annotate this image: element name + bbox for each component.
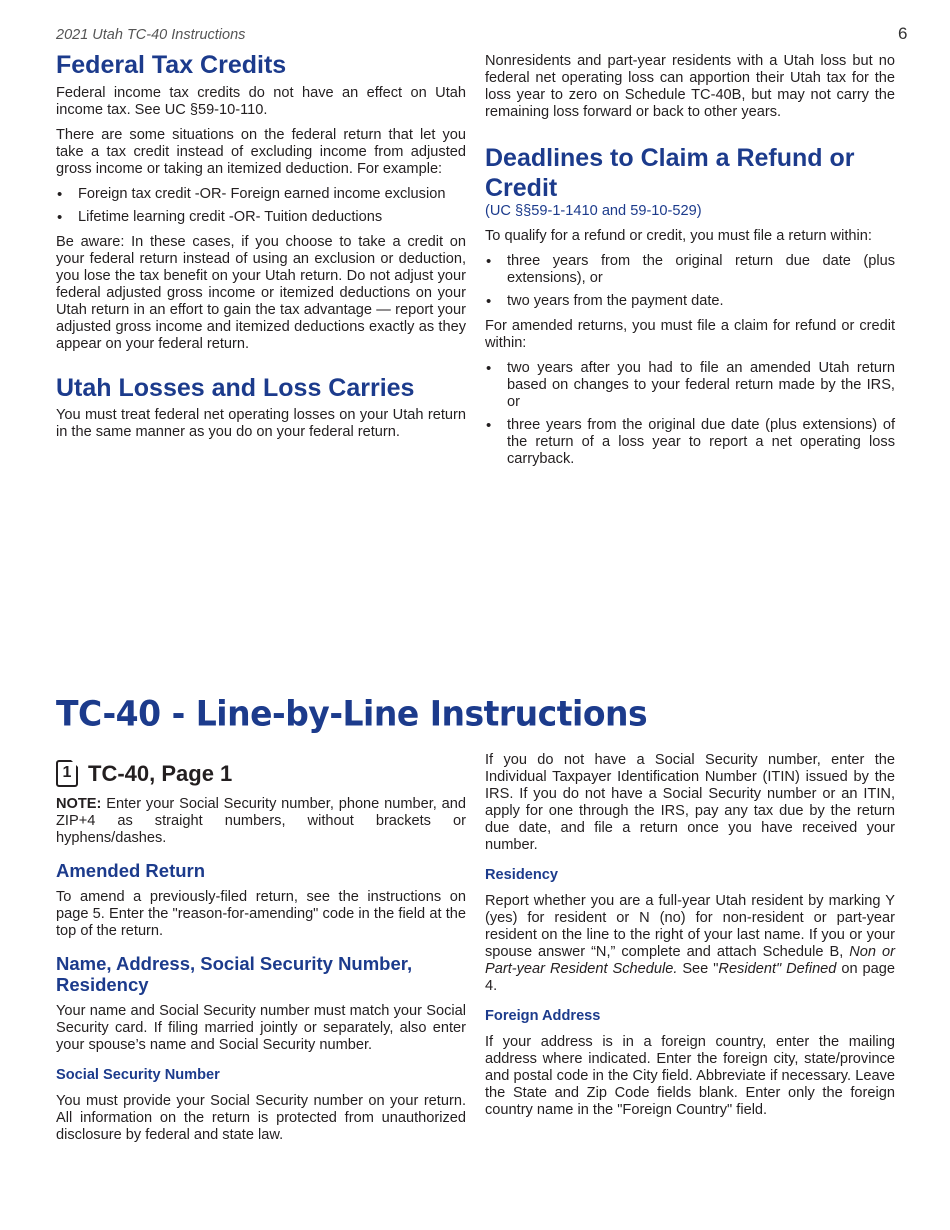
note-paragraph xyxy=(56,796,466,847)
note-text: Enter your Social Security number, phone number, and ZIP+4 as straight numbers, without brackets or hyphens/dashes. xyxy=(56,796,466,846)
amended-return-heading: Amended Return xyxy=(56,860,206,881)
top-right-column xyxy=(485,53,895,476)
residency-heading: Residency xyxy=(485,867,559,883)
list-item: • Lifetime learning credit -OR- Tuition deductions xyxy=(56,209,466,226)
page1-title: TC-40, Page 1 xyxy=(88,760,233,786)
example-list xyxy=(56,186,466,226)
page-number: 6 xyxy=(898,24,908,43)
residency-paragraph xyxy=(485,893,895,995)
bottom-left-column xyxy=(56,760,466,1152)
schedule-name: Non or Part-year Resident Schedule. xyxy=(485,944,895,977)
list-item: • three years from the original return due date (plus extensions), or xyxy=(485,253,895,287)
page-document-icon xyxy=(56,760,78,787)
paragraph: There are some situations on the federal return that let you take a tax credit instead of excluding income from adjusted gross income or taking an itemized deduction. For example: xyxy=(56,127,466,177)
ssn-heading: Social Security Number xyxy=(56,1067,220,1083)
list-item: • Foreign tax credit -OR- Foreign earned income exclusion xyxy=(56,186,466,203)
foreign-address-heading: Foreign Address xyxy=(485,1008,601,1024)
paragraph: Be aware: In these cases, if you choose to take a credit on your federal return instead of using an exclusion or deduction, you lose the tax benefit on your Utah return. Do not adjust your federal adjusted gross income or itemized deductions on your Utah return in an effort to gain the tax advantage — report your adjusted gross income and itemized deductions exactly as they appear on your federal return. xyxy=(56,234,466,352)
page1-header xyxy=(56,760,466,787)
text: See " xyxy=(677,961,719,977)
list-item: • three years from the original due date (plus extensions) of the return of a loss year to report a net operating loss carryback. xyxy=(485,417,895,468)
text: on page 4. xyxy=(485,961,895,994)
paragraph: If you do not have a Social Security number, enter the Individual Taxpayer Identification Number (ITIN) issued by the IRS. If you do not have a Social Security number or an ITIN, apply for one through the IRS, pay any tax due by the return due date, and file a return once you have received your number. xyxy=(485,752,895,853)
deadline-list xyxy=(485,253,895,310)
document-header-title: 2021 Utah TC-40 Instructions xyxy=(56,27,246,43)
paragraph: Federal income tax credits do not have an effect on Utah income tax. See UC §59-10-110. xyxy=(56,85,466,118)
paragraph: Nonresidents and part-year residents with a Utah loss but no federal net operating loss can apportion their Utah tax for the loss year to zero on Schedule TC-40B, but may not carry the remaining loss forward or back to other years. xyxy=(485,53,895,120)
utah-losses-heading: Utah Losses and Loss Carries xyxy=(56,374,415,402)
note-label: NOTE: xyxy=(56,796,102,812)
list-item: • two years from the payment date. xyxy=(485,293,895,310)
list-item: • two years after you had to file an amended Utah return based on changes to your federal return made by the IRS, or xyxy=(485,360,895,411)
text: Report whether you are a full-year Utah resident by marking Y (yes) for resident or N (no) for non-resident or part-year resident on the line to the right of your last name. If you or your spouse answer “N,” complete and attach Schedule B, xyxy=(485,893,895,960)
paragraph: For amended returns, you must file a claim for refund or credit within: xyxy=(485,318,895,351)
deadlines-citation: (UC §§59-1-1410 and 59-10-529) xyxy=(485,203,702,219)
paragraph: Your name and Social Security number must match your Social Security card. If filing married jointly or separately, also enter your spouse’s name and Social Security number. xyxy=(56,1003,466,1053)
paragraph: To amend a previously-filed return, see the instructions on page 5. Enter the "reason-for-amending" code in the field at the top of the return. xyxy=(56,889,466,939)
bottom-right-column xyxy=(485,752,895,1127)
paragraph: You must treat federal net operating losses on your Utah return in the same manner as you do on your federal return. xyxy=(56,407,466,440)
resident-defined-ref: Resident" Defined xyxy=(718,961,837,977)
top-left-column xyxy=(56,50,466,449)
federal-tax-credits-heading: Federal Tax Credits xyxy=(56,51,287,79)
paragraph: To qualify for a refund or credit, you must file a return within: xyxy=(485,228,872,244)
paragraph: If your address is in a foreign country, enter the mailing address where indicated. Enter the foreign city, state/province and postal code in the City field. Abbreviate if necessary. Leave the State and Zip Code fields blank. Enter only the foreign country name in the "Foreign Country" field. xyxy=(485,1034,895,1118)
page-icon-number: 1 xyxy=(62,764,72,781)
paragraph: You must provide your Social Security number on your return. All information on the return is protected from unauthorized disclosure by federal and state law. xyxy=(56,1093,466,1143)
deadlines-heading: Deadlines to Claim a Refund or Credit xyxy=(485,144,855,202)
amended-deadline-list xyxy=(485,360,895,468)
line-by-line-title: TC-40 - Line-by-Line Instructions xyxy=(56,693,648,734)
name-address-heading: Name, Address, Social Security Number, Residency xyxy=(56,953,413,995)
